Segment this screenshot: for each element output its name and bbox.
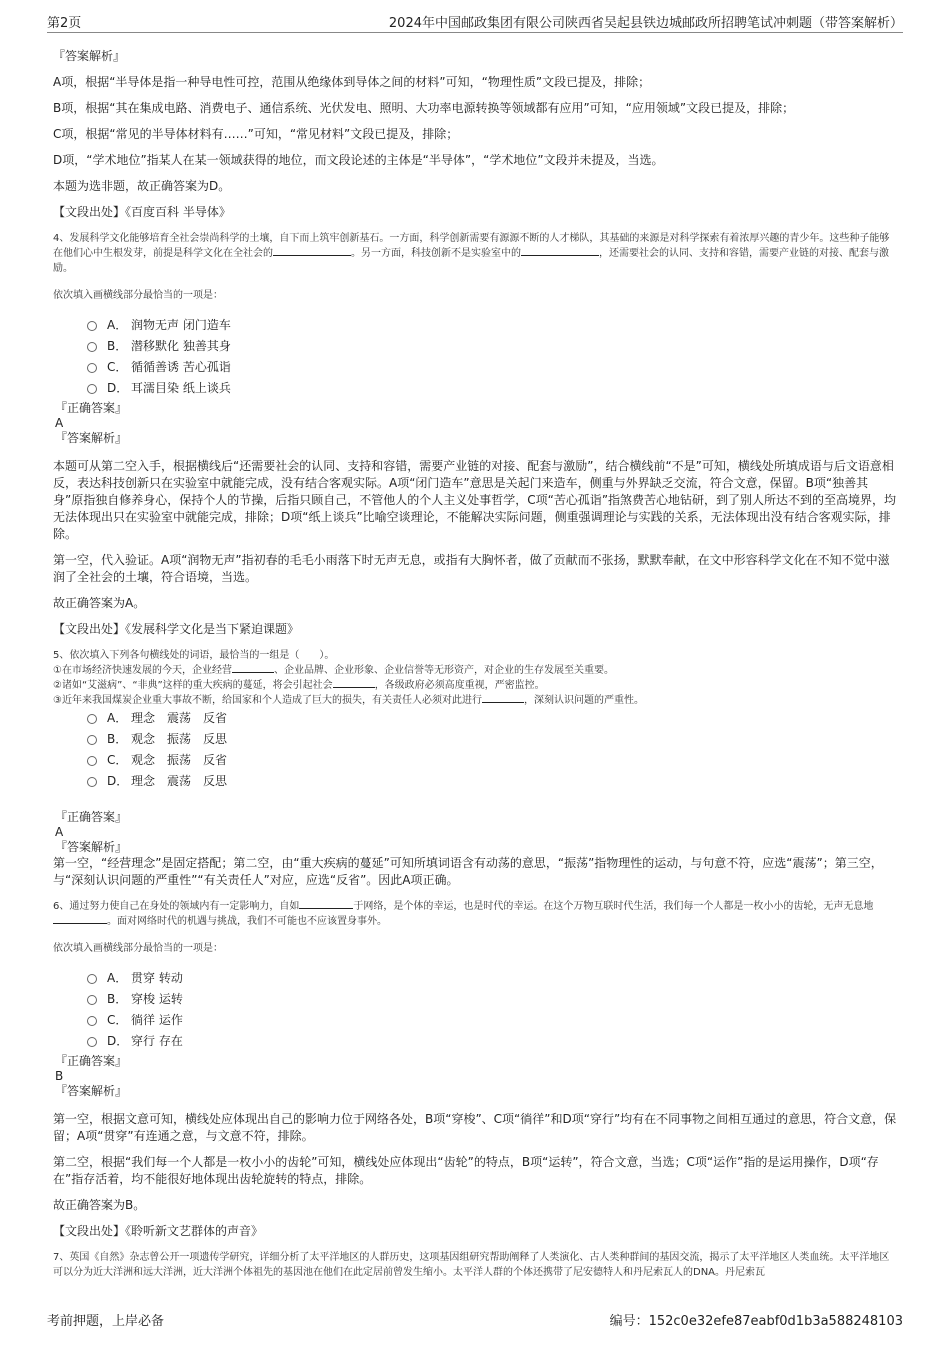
- radio-icon[interactable]: [87, 714, 97, 724]
- analysis-paragraph: 第一空，根据文意可知，横线处应体现出自己的影响力位于网络各处，B项“穿梭”、C项“徜徉”和D项“穿行”均有在不同事物之间相互通过的意思，符合文意，保留；A项“贯穿”有连通之意，与文意不符，排除。: [53, 1112, 897, 1143]
- source: 【文段出处】《发展科学文化是当下紧迫课题》: [53, 622, 300, 636]
- radio-icon[interactable]: [87, 756, 97, 766]
- radio-icon[interactable]: [87, 1016, 97, 1026]
- conclusion: 故正确答案为A。: [53, 596, 146, 610]
- radio-icon[interactable]: [87, 995, 97, 1005]
- radio-icon[interactable]: [87, 363, 97, 373]
- radio-icon[interactable]: [87, 321, 97, 331]
- radio-icon[interactable]: [87, 1037, 97, 1047]
- analysis-label: 『答案解析』: [55, 840, 128, 854]
- question-4-stem: 4、发展科学文化能够培育全社会崇尚科学的土壤，自下而上筑牢创新基石。一方面，科学创新需要有源源不断的人才梯队，其基础的来源是对科学探索有着浓厚兴趣的青少年。这些种子能够在他们心中生根发芽，前提是科学文化在全社会的 。另一方面，科技创新不是实验室中的 ，还需要社会的认同、支持和容错，需要产业链的对接、配套与激励。: [53, 233, 890, 274]
- analysis-line-d: D项，“学术地位”指某人在某一领域获得的地位，而文段论述的主体是“半导体”，“学术地位”文段并未提及，当选。: [53, 153, 664, 167]
- option-d[interactable]: D． 耳濡目染 纸上谈兵: [87, 378, 898, 399]
- page-footer: [47, 1310, 903, 1329]
- source: 【文段出处】《聆听新文艺群体的声音》: [53, 1224, 264, 1238]
- correct-answer-label: 『正确答案』: [55, 1054, 128, 1068]
- radio-icon[interactable]: [87, 974, 97, 984]
- analysis-paragraph: 第一空，“经营理念”是固定搭配；第二空，由“重大疾病的蔓延”可知所填词语含有动荡的意思，“振荡”指物理性的运动，与句意不符，应选“震荡”；第三空，与“深刻认识问题的严重性”“有关责任人”对应，应选“反省”。因此A项正确。: [53, 856, 883, 887]
- option-d[interactable]: D． 理念 震荡 反思: [87, 771, 898, 792]
- question-5-options: [53, 708, 898, 792]
- correct-answer: B: [55, 1069, 64, 1083]
- document-code: 编号：152c0e32efe87eabf0d1b3a588248103: [609, 1314, 903, 1329]
- conclusion: 本题为选非题，故正确答案为D。: [53, 179, 231, 193]
- option-d[interactable]: D． 穿行 存在: [87, 1031, 898, 1052]
- analysis-label: 『答案解析』: [55, 431, 128, 445]
- question-4-options: [53, 315, 898, 399]
- option-b[interactable]: B． 穿梭 运转: [87, 989, 898, 1010]
- question-6-prompt: 依次填入画横线部分最恰当的一项是：: [53, 943, 223, 954]
- option-b[interactable]: B． 观念 振荡 反思: [87, 729, 898, 750]
- analysis-line-b: B项，根据“其在集成电路、消费电子、通信系统、光伏发电、照明、大功率电源转换等领域都有应用”可知，“应用领域”文段已提及，排除；: [53, 101, 795, 115]
- correct-answer: A: [55, 416, 64, 430]
- question-7-stem: 7、英国《自然》杂志曾公开一项遗传学研究，详细分析了太平洋地区的人群历史，这项基因组研究帮助阐释了人类演化、古人类种群间的基因交流，揭示了太平洋地区人类血统。太平洋地区可以分为近大洋洲和远大洋洲，近大洋洲个体祖先的基因池在他们在此定居前曾发生缩小。太平洋人群的个体还携带了尼安德特人和丹尼索瓦人的DNA。丹尼索瓦: [53, 1252, 890, 1278]
- option-c[interactable]: C． 观念 振荡 反省: [87, 750, 898, 771]
- radio-icon[interactable]: [87, 384, 97, 394]
- footer-slogan: 考前押题，上岸必备: [47, 1314, 165, 1329]
- question-5-stem: 5、依次填入下列各句横线处的词语，最恰当的一组是（ ）。: [53, 650, 335, 661]
- analysis-label: 『答案解析』: [55, 1084, 128, 1098]
- option-a[interactable]: A． 润物无声 闭门造车: [87, 315, 898, 336]
- analysis-line-a: A项，根据“半导体是指一种导电性可控，范围从绝缘体到导体之间的材料”可知，“物理性质”文段已提及，排除；: [53, 75, 651, 89]
- conclusion: 故正确答案为B。: [53, 1198, 146, 1212]
- question-5-sentence-2: ②诸如“艾滋病”、“非典”这样的重大疾病的蔓延，将会引起社会 ，各级政府必须高度重视，严密监控。: [53, 680, 545, 691]
- question-4-prompt: 依次填入画横线部分最恰当的一项是：: [53, 290, 223, 301]
- question-6-stem: 6、通过努力使自己在身处的领域内有一定影响力，自如 于网络，是个体的幸运，也是时代的幸运。在这个万物互联时代生活，我们每一个人都是一枚小小的齿轮，无声无息地。面对网络时代的机遇与挑战，我们不可能也不应该置身事外。: [53, 901, 874, 927]
- correct-answer-label: 『正确答案』: [55, 401, 128, 415]
- radio-icon[interactable]: [87, 777, 97, 787]
- question-6-options: [53, 968, 898, 1052]
- analysis-line-c: C项，根据“常见的半导体材料有……”可知，“常见材料”文段已提及，排除；: [53, 127, 459, 141]
- analysis-paragraph: 第一空，代入验证。A项“润物无声”指初春的毛毛小雨落下时无声无息，或指有大胸怀者，做了贡献而不张扬，默默奉献，在文中形容科学文化在不知不觉中滋润了全社会的土壤，符合语境，当选。: [53, 553, 890, 584]
- analysis-label: 『答案解析』: [53, 49, 126, 63]
- option-a[interactable]: A． 理念 震荡 反省: [87, 708, 898, 729]
- radio-icon[interactable]: [87, 735, 97, 745]
- option-c[interactable]: C． 徜徉 运作: [87, 1010, 898, 1031]
- analysis-paragraph: 本题可从第二空入手，根据横线后“还需要社会的认同、支持和容错，需要产业链的对接、配套与激励”，结合横线前“不是”可知，横线处所填成语与后文语意相反，表达科技创新只在实验室中就能完成，没有结合客观实际。A项“闭门造车”意思是关起门来造车，侧重与外界缺乏交流，符合文意，保留。B项“独善其身”原指独自修养身心，保持个人的节操，后指只顾自己，不管他人的个人主义处事哲学，C项“苦心孤诣”指煞费苦心地钻研，到了别人所达不到的至高境界，均无法体现出只在实验室中就能完成，排除；D项“纸上谈兵”比喻空谈理论，不能解决实际问题，侧重强调理论与实践的关系，无法体现出没有结合客观实际，排除。: [53, 459, 897, 541]
- page-header: [47, 10, 903, 33]
- document-body: [53, 44, 898, 1280]
- option-b[interactable]: B． 潜移默化 独善其身: [87, 336, 898, 357]
- page-number: 第2页: [47, 16, 82, 31]
- radio-icon[interactable]: [87, 342, 97, 352]
- question-5-sentence-1: ①在市场经济快速发展的今天，企业经营 、企业品牌、企业形象、企业信誉等无形资产，对企业的生存发展至关重要。: [53, 665, 614, 676]
- option-a[interactable]: A． 贯穿 转动: [87, 968, 898, 989]
- analysis-paragraph: 第二空，根据“我们每一个人都是一枚小小的齿轮”可知，横线处应体现出“齿轮”的特点，B项“运转”，符合文意，当选；C项“运作”指的是运用操作，D项“存在”指存活着，均不能很好地体现出齿轮旋转的特点，排除。: [53, 1155, 879, 1186]
- option-c[interactable]: C． 循循善诱 苦心孤诣: [87, 357, 898, 378]
- correct-answer: A: [55, 825, 64, 839]
- document-title: 2024年中国邮政集团有限公司陕西省吴起县铁边城邮政所招聘笔试冲刺题（带答案解析）: [388, 16, 903, 31]
- correct-answer-label: 『正确答案』: [55, 810, 128, 824]
- source: 【文段出处】《百度百科 半导体》: [53, 205, 231, 219]
- question-5-sentence-3: ③近年来我国煤炭企业重大事故不断，给国家和个人造成了巨大的损失，有关责任人必须对此进行 ，深刻认识问题的严重性。: [53, 695, 644, 706]
